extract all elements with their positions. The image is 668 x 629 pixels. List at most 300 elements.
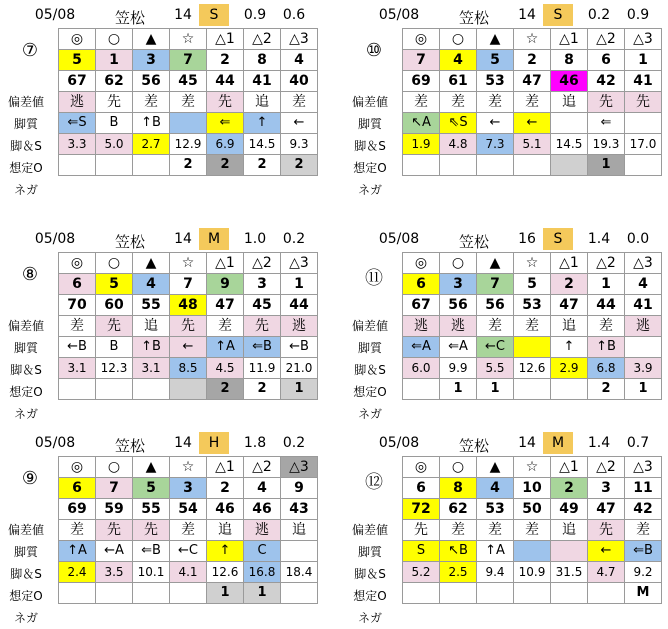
grid-cell: B [96,113,133,134]
grid-cell: △1 [551,457,588,478]
grid-cell: 3 [440,274,477,295]
grid-cell: 7.3 [477,134,514,155]
runner-count: 14 [174,231,192,247]
grid-cell: 44 [281,295,318,316]
grid-cell: 19.3 [588,134,625,155]
grid-cell: 41 [625,71,662,92]
row-label: 偏差値 [7,319,44,333]
grid-cell: 4.1 [170,562,207,583]
runner-count: 16 [518,231,536,247]
grid-cell: 31.5 [551,562,588,583]
value-1: 0.2 [587,7,611,23]
grid-cell [403,155,440,176]
grid-cell: 差 [133,92,170,113]
prediction-grid [402,456,662,604]
grid-cell: 45 [170,71,207,92]
grid-cell: ⇖S [440,113,477,134]
grid-row [59,358,318,379]
grid-cell [281,583,318,604]
grid-cell: 5.0 [96,134,133,155]
grid-row [403,379,662,400]
grid-row [59,583,318,604]
grid-cell: ⇐ [207,113,244,134]
grid-cell: △3 [625,457,662,478]
grid-cell: 2 [244,155,281,176]
grid-cell: 差 [514,316,551,337]
grid-row [403,520,662,541]
grid-cell: 差 [514,92,551,113]
grid-cell [477,155,514,176]
grid-row [403,295,662,316]
grid-row [59,253,318,274]
course-name: 笠松 [458,233,489,251]
grid-cell: 67 [59,71,96,92]
row-label: 脚＆S [10,363,42,377]
grid-cell: △1 [207,457,244,478]
grid-cell: ← [170,337,207,358]
race-date: 05/08 [34,7,76,23]
grid-cell: 1 [625,50,662,71]
row-label: ネガ [357,407,382,421]
grid-row [59,134,318,155]
grid-cell: ⇐B [625,541,662,562]
grid-cell [133,155,170,176]
grid-cell: 5 [133,478,170,499]
grid-cell [170,113,207,134]
grid-cell: 逃 [403,316,440,337]
row-label: ネガ [13,611,38,625]
grid-cell: ←B [281,337,318,358]
grid-row [59,541,318,562]
grid-cell: ↑ [551,337,588,358]
race-number: ⑪ [365,268,383,289]
value-2: 0.9 [626,7,650,23]
grid-cell: 70 [59,295,96,316]
row-label: 想定O [353,385,387,399]
grid-cell: 1 [281,379,318,400]
grid-row [59,499,318,520]
grid-row [403,457,662,478]
grid-cell: 追 [281,520,318,541]
row-label: ネガ [357,183,382,197]
grid-row [59,113,318,134]
grid-cell: 55 [133,499,170,520]
grid-cell: ← [588,541,625,562]
grid-cell [59,155,96,176]
grid-cell: ☆ [514,457,551,478]
grid-cell: 逃 [281,316,318,337]
grid-row [403,113,662,134]
grid-cell: 5.1 [514,134,551,155]
grid-cell: 差 [440,92,477,113]
grid-cell: 差 [170,520,207,541]
grid-cell: 1 [440,379,477,400]
grid-row [59,457,318,478]
grid-cell: 3.9 [625,358,662,379]
grid-row [59,50,318,71]
grid-cell: 6.9 [207,134,244,155]
grid-cell: 14.5 [244,134,281,155]
grid-cell: 2.9 [551,358,588,379]
grid-cell: 1 [477,379,514,400]
grid-cell: 46 [207,499,244,520]
grid-row [403,274,662,295]
grid-cell: 47 [207,295,244,316]
grid-cell: ◎ [403,457,440,478]
grid-cell [96,583,133,604]
panel-header [0,432,330,454]
grid-row [403,541,662,562]
grid-cell: ⇐B [244,337,281,358]
grid-cell: 1 [625,379,662,400]
grid-cell: △1 [207,253,244,274]
panel-header [344,228,668,250]
grid-cell: 72 [403,499,440,520]
grid-cell: 14.5 [551,134,588,155]
grid-cell: ↖B [440,541,477,562]
panel-header [344,4,668,26]
grid-cell [625,113,662,134]
grid-cell: ↖A [403,113,440,134]
grid-cell: ▲ [477,253,514,274]
grid-cell: 6 [59,478,96,499]
grid-cell: 53 [477,499,514,520]
grid-row [403,316,662,337]
grid-cell: 2.4 [59,562,96,583]
grade-badge: M [543,432,573,454]
grid-cell: 17.0 [625,134,662,155]
grid-row [59,295,318,316]
grid-cell: 先 [588,520,625,541]
prediction-grid [58,456,318,604]
grid-cell [96,379,133,400]
grid-row [59,71,318,92]
grid-cell: ☆ [170,457,207,478]
grid-cell: 47 [588,499,625,520]
grid-cell [170,379,207,400]
row-label: 脚質 [357,341,382,355]
grid-cell: 逃 [59,92,96,113]
grid-cell: 5 [514,274,551,295]
row-label: 脚質 [357,545,382,559]
grid-cell: ← [514,113,551,134]
grid-cell: 1 [281,274,318,295]
grid-cell: 2 [170,155,207,176]
grid-cell: 7 [96,478,133,499]
grid-cell: ▲ [133,253,170,274]
grid-cell: 逃 [244,520,281,541]
runner-count: 14 [518,435,536,451]
value-2: 0.2 [282,435,306,451]
grid-cell: M [625,583,662,604]
grid-cell: 追 [207,520,244,541]
grid-cell: △2 [588,457,625,478]
row-label: 偏差値 [7,523,44,537]
grid-row [403,583,662,604]
grid-cell: ← [477,113,514,134]
value-1: 1.0 [243,231,267,247]
value-1: 0.9 [243,7,267,23]
grid-cell: 4.7 [588,562,625,583]
grid-cell: 差 [588,316,625,337]
grid-cell: 62 [440,499,477,520]
grid-cell: ⇐A [403,337,440,358]
grid-cell [59,583,96,604]
grid-row [403,358,662,379]
grid-cell: 逃 [625,316,662,337]
grid-cell [551,379,588,400]
grid-cell: ↑B [588,337,625,358]
grid-cell: 10.1 [133,562,170,583]
grid-row [59,337,318,358]
grid-cell: 2 [551,274,588,295]
grid-cell: 3 [588,478,625,499]
grid-cell: △1 [207,29,244,50]
grid-cell: ◎ [403,253,440,274]
grid-cell: 44 [588,295,625,316]
grid-cell: 差 [281,92,318,113]
grid-cell: 2 [281,155,318,176]
panel-header [344,432,668,454]
grid-cell [551,155,588,176]
grid-cell: ▲ [133,29,170,50]
grid-cell: △3 [281,457,318,478]
grid-cell: ←C [170,541,207,562]
grid-cell: ←A [96,541,133,562]
grid-cell: 7 [477,274,514,295]
grid-cell: 4 [281,50,318,71]
grid-cell [625,337,662,358]
grid-cell: 先 [96,520,133,541]
grid-cell: 1.9 [403,134,440,155]
grid-cell: 3 [133,50,170,71]
grid-cell: 9 [207,274,244,295]
grid-cell: 追 [244,92,281,113]
grid-cell: △2 [244,457,281,478]
grid-cell: 先 [96,316,133,337]
grid-cell: 3.1 [59,358,96,379]
grid-cell: ▲ [477,457,514,478]
grid-cell: 60 [96,295,133,316]
grid-cell: 追 [551,316,588,337]
grid-cell: 1 [244,583,281,604]
grid-cell: ↑ [207,541,244,562]
grid-cell: ☆ [170,253,207,274]
grid-cell: 9.9 [440,358,477,379]
grid-cell: 3 [170,478,207,499]
grid-cell: 11.9 [244,358,281,379]
row-label: 脚質 [13,341,38,355]
grid-cell [514,155,551,176]
grid-cell: 41 [244,71,281,92]
grid-cell: 6.8 [588,358,625,379]
grid-cell: 差 [440,520,477,541]
grid-cell: ⇐S [59,113,96,134]
grade-badge: S [199,4,229,26]
grid-row [403,253,662,274]
grid-row [403,50,662,71]
race-number: ⑨ [21,468,39,489]
race-date: 05/08 [34,435,76,451]
course-name: 笠松 [114,233,145,251]
value-2: 0.2 [282,231,306,247]
grid-cell: 18.4 [281,562,318,583]
prediction-grid [58,28,318,176]
row-label: 偏差値 [351,523,388,537]
value-2: 0.6 [282,7,306,23]
grid-cell: 41 [625,295,662,316]
row-label: 偏差値 [7,95,44,109]
panel-header [0,4,330,26]
grade-badge: S [543,228,573,250]
grid-cell: 12.6 [207,562,244,583]
grid-cell [96,155,133,176]
grid-cell: ↑A [59,541,96,562]
grid-cell: ☆ [514,29,551,50]
row-label: 脚＆S [10,139,42,153]
grid-row [59,316,318,337]
grid-cell: 45 [244,295,281,316]
grid-cell: 43 [281,499,318,520]
value-1: 1.4 [587,435,611,451]
grid-cell: 5.2 [403,562,440,583]
value-1: 1.8 [243,435,267,451]
grid-cell: B [96,337,133,358]
value-1: 1.4 [587,231,611,247]
prediction-grid [402,28,662,176]
grid-cell: 47 [514,71,551,92]
grid-cell: 先 [170,316,207,337]
grid-cell: ◎ [59,457,96,478]
grid-row [59,29,318,50]
panel-header [0,228,330,250]
row-label: 想定O [9,161,43,175]
grid-cell [477,583,514,604]
grid-cell: 追 [133,316,170,337]
grid-cell: 12.3 [96,358,133,379]
race-number: ⑩ [365,40,383,61]
grid-cell: 差 [207,316,244,337]
grid-cell: 16.8 [244,562,281,583]
grid-cell: 先 [133,520,170,541]
race-number: ⑧ [21,264,39,285]
grid-cell: 差 [477,92,514,113]
grid-cell [514,379,551,400]
grid-row [59,478,318,499]
grid-cell: ↑B [133,337,170,358]
course-name: 笠松 [458,9,489,27]
grid-cell: 1 [207,583,244,604]
grid-cell: 先 [244,316,281,337]
grid-cell: 2 [588,379,625,400]
grid-cell: 4 [133,274,170,295]
grid-cell: 56 [440,295,477,316]
grid-cell: 7 [403,50,440,71]
grid-cell: △1 [551,29,588,50]
grid-cell: 9.4 [477,562,514,583]
grid-cell: 差 [625,520,662,541]
grid-cell: 2 [551,478,588,499]
grid-cell: ○ [96,253,133,274]
row-label: ネガ [13,407,38,421]
grid-cell: 21.0 [281,358,318,379]
row-label: 脚質 [13,117,38,131]
grid-cell: 2 [514,50,551,71]
grid-cell: 先 [207,92,244,113]
grid-cell: 10 [514,478,551,499]
grid-cell: 8 [551,50,588,71]
grid-cell: 2 [244,379,281,400]
grid-cell: 8 [244,50,281,71]
row-label: 脚質 [357,117,382,131]
grid-cell: △3 [281,29,318,50]
grid-cell: △2 [588,29,625,50]
grid-cell: 67 [403,295,440,316]
grid-cell [403,379,440,400]
grid-cell: ◎ [59,29,96,50]
row-label: 偏差値 [351,95,388,109]
row-label: 脚＆S [354,363,386,377]
grid-cell: 53 [514,295,551,316]
grid-cell: 55 [133,295,170,316]
grid-cell: 追 [551,520,588,541]
grid-cell: 42 [625,499,662,520]
grid-cell: ◎ [403,29,440,50]
grid-cell: ⇐ [588,113,625,134]
grid-cell: ○ [440,29,477,50]
grid-cell: 先 [403,520,440,541]
grid-cell: 1 [588,274,625,295]
grid-cell: 6 [403,478,440,499]
grid-cell [281,541,318,562]
grid-cell: 2 [207,379,244,400]
grid-cell: 12.6 [514,358,551,379]
grid-cell: 差 [477,520,514,541]
grid-cell: 4 [244,478,281,499]
grid-cell: 1 [588,155,625,176]
grid-row [403,71,662,92]
grid-cell: 7 [170,274,207,295]
grid-cell [170,583,207,604]
value-2: 0.0 [626,231,650,247]
grid-cell: 9.2 [625,562,662,583]
grid-cell [440,155,477,176]
grid-cell: 40 [281,71,318,92]
race-number: ⑦ [21,40,39,61]
grid-cell: 4 [477,478,514,499]
grid-cell: 69 [59,499,96,520]
runner-count: 14 [518,7,536,23]
grid-cell: 5 [96,274,133,295]
grid-cell: 先 [625,92,662,113]
race-date: 05/08 [34,231,76,247]
grid-cell: ▲ [477,29,514,50]
grid-cell: 8 [440,478,477,499]
grid-row [403,29,662,50]
grid-cell: ↑A [477,541,514,562]
row-label: 脚＆S [10,567,42,581]
grid-cell: 差 [514,520,551,541]
grid-cell [514,541,551,562]
grid-row [59,520,318,541]
grid-cell: 3 [244,274,281,295]
grid-row [403,478,662,499]
grid-cell: ☆ [514,253,551,274]
grade-badge: H [199,432,229,454]
grid-cell: 12.9 [170,134,207,155]
grid-cell [625,155,662,176]
grid-cell: 3.3 [59,134,96,155]
